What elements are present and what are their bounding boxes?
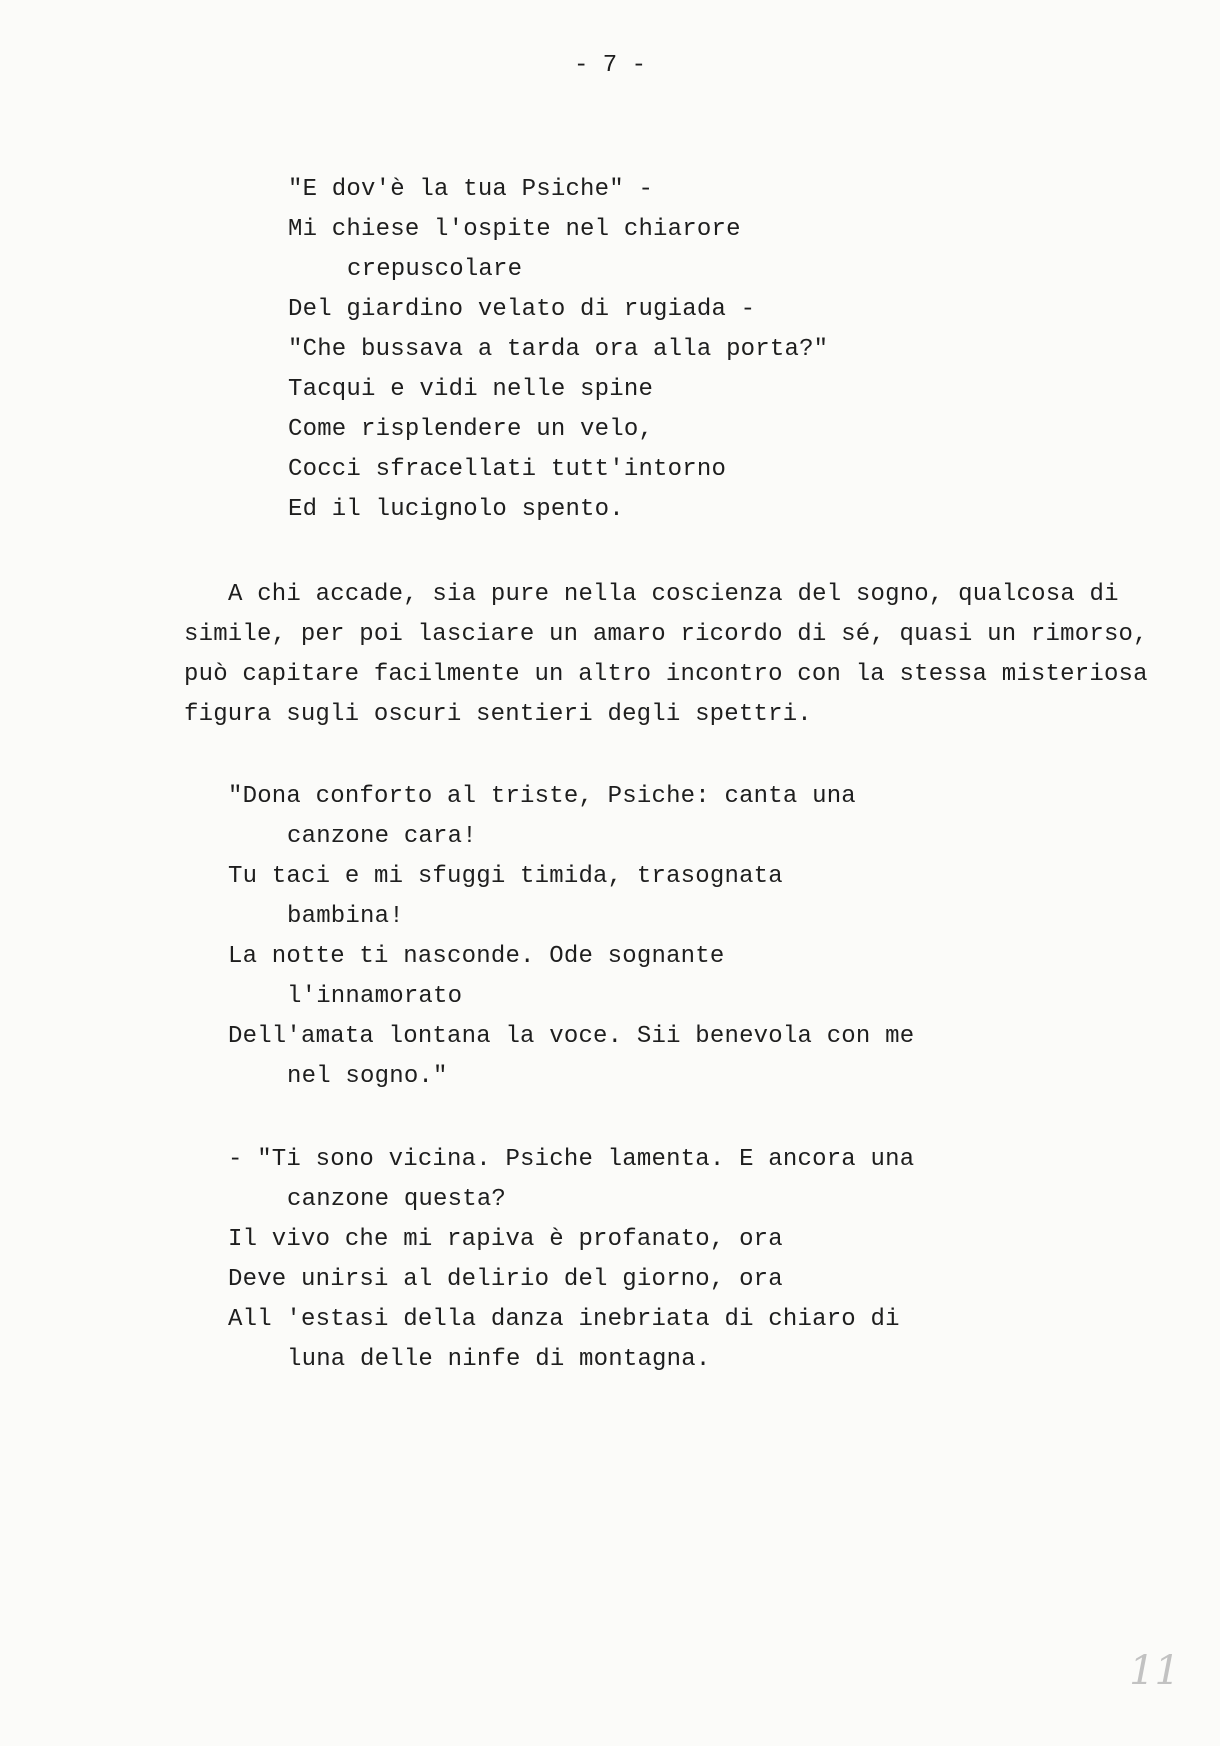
stanza-2-line: nel sogno." [287, 1063, 448, 1090]
stanza-3-line: luna delle ninfe di montagna. [287, 1346, 711, 1373]
stanza-2-line: Tu taci e mi sfuggi timida, trasognata [228, 863, 783, 890]
stanza-1-line: "Che bussava a tarda ora alla porta?" [288, 336, 829, 363]
stanza-1-line: Del giardino velato di rugiada - [288, 296, 756, 323]
page-number: - 7 - [573, 52, 646, 79]
stanza-1-line: "E dov'è la tua Psiche" - [288, 176, 654, 203]
stanza-2-line: La notte ti nasconde. Ode sognante [228, 943, 725, 970]
stanza-3-line: Il vivo che mi rapiva è profanato, ora [228, 1226, 783, 1253]
stanza-1-line: crepuscolare [347, 256, 523, 283]
stanza-1-line: Cocci sfracellati tutt'intorno [288, 456, 727, 483]
stanza-3-line: Deve unirsi al delirio del giorno, ora [228, 1266, 783, 1293]
paragraph-line: figura sugli oscuri sentieri degli spettri. [184, 701, 812, 728]
stanza-2-line: Dell'amata lontana la voce. Sii benevola con me [228, 1023, 915, 1050]
paragraph-line: simile, per poi lasciare un amaro ricordo di sé, quasi un rimorso, [184, 621, 1148, 648]
paragraph-line: A chi accade, sia pure nella coscienza del sogno, qualcosa di [228, 581, 1119, 608]
stanza-1-line: Tacqui e vidi nelle spine [288, 376, 654, 403]
paragraph-line: può capitare facilmente un altro incontro con la stessa misteriosa [184, 661, 1148, 688]
stanza-3-line: All 'estasi della danza inebriata di chiaro di [228, 1306, 900, 1333]
stanza-3-line: canzone questa? [287, 1186, 507, 1213]
stanza-2-line: l'innamorato [287, 983, 463, 1010]
stanza-2-line: canzone cara! [287, 823, 477, 850]
stanza-1-line: Mi chiese l'ospite nel chiarore [288, 216, 741, 243]
stanza-3-line: - "Ti sono vicina. Psiche lamenta. E ancora una [228, 1146, 915, 1173]
stanza-2-line: bambina! [287, 903, 404, 930]
margin-pencil-mark: 11 [1129, 1648, 1180, 1694]
stanza-2-line: "Dona conforto al triste, Psiche: canta una [228, 783, 856, 810]
stanza-1-line: Come risplendere un velo, [288, 416, 654, 443]
stanza-1-line: Ed il lucignolo spento. [288, 496, 624, 523]
